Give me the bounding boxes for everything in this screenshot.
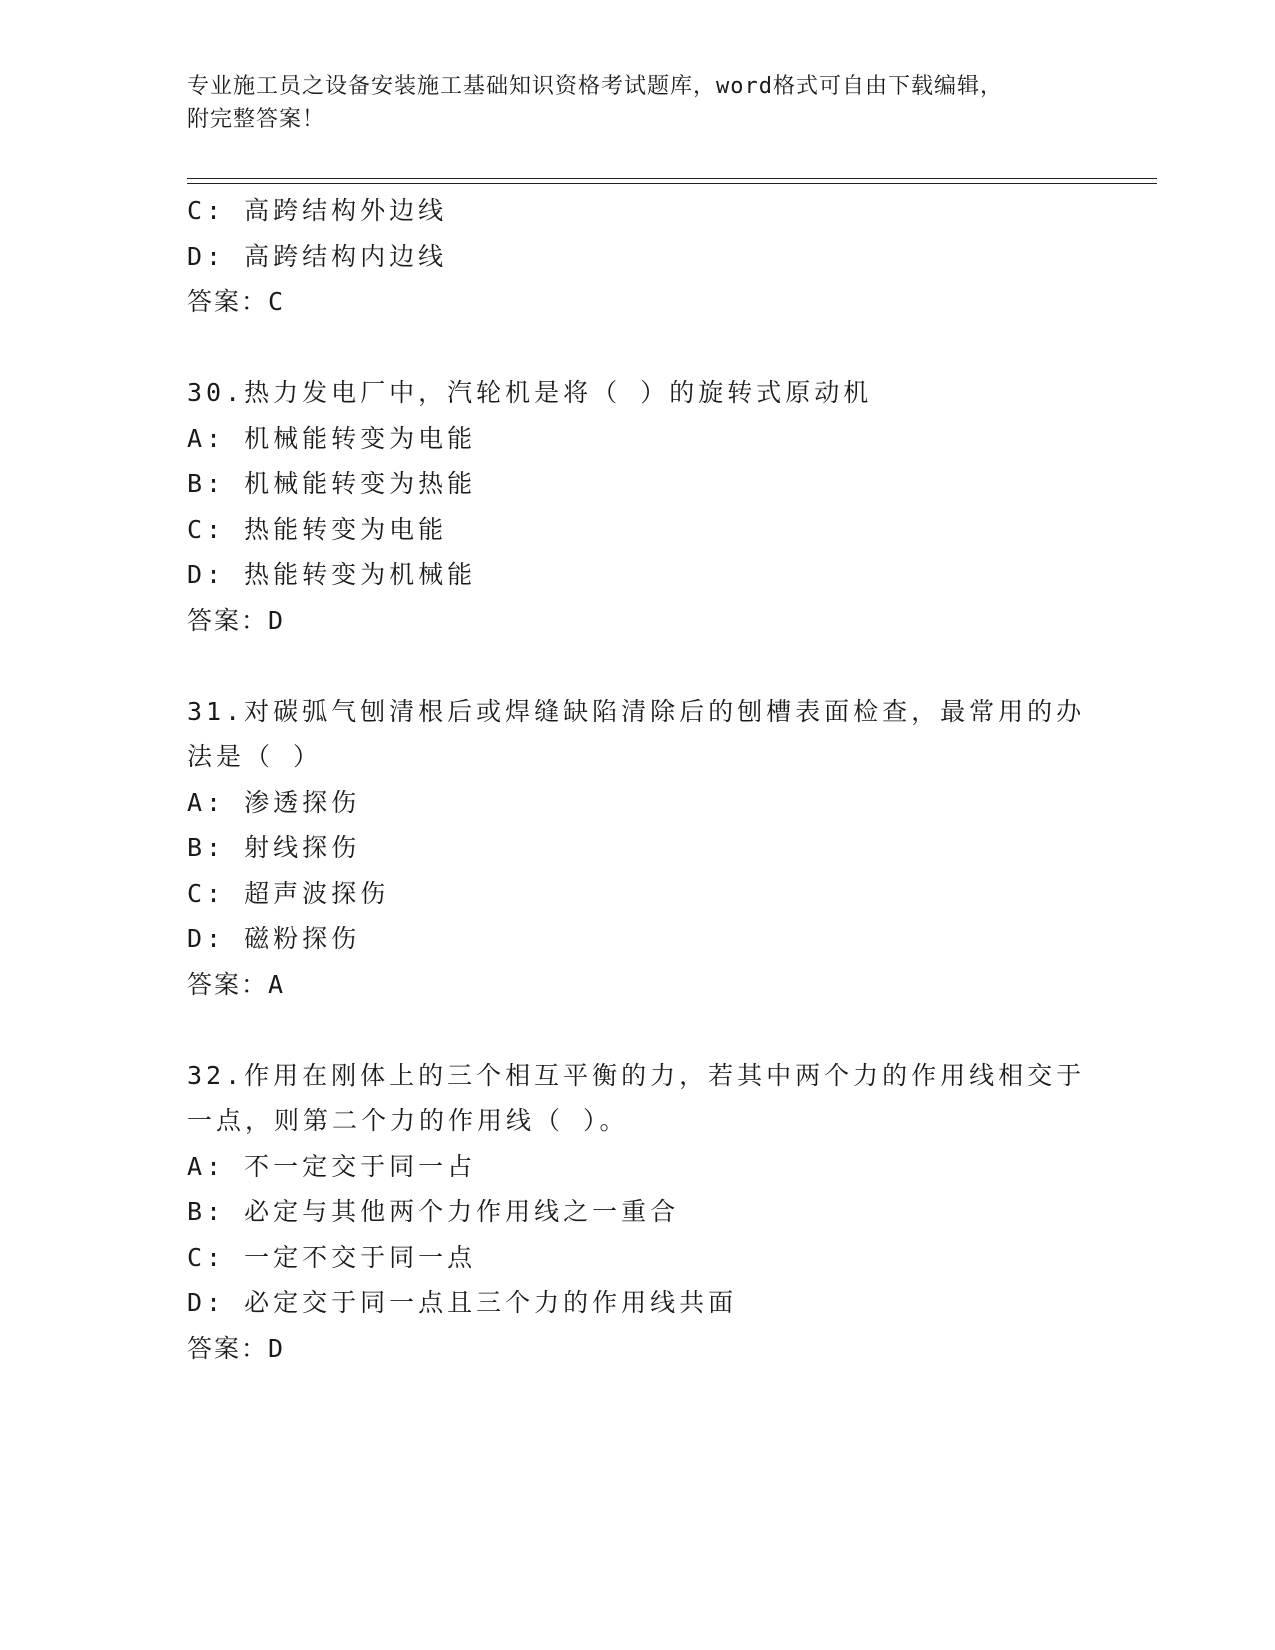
answer-line: 答案：D — [187, 605, 286, 635]
header-divider — [187, 178, 1157, 184]
option-a: A: 不一定交于同一占 — [187, 1151, 477, 1181]
answer-line: 答案：C — [187, 287, 286, 316]
option-c: C: 高跨结构外边线 — [187, 196, 448, 225]
question-content — [187, 188, 1086, 1371]
answer-line: 答案：A — [187, 969, 286, 999]
header-line-1: 专业施工员之设备安装施工基础知识资格考试题库，word格式可自由下载编辑， — [187, 74, 1003, 99]
question-31-text: 31.对碳弧气刨清根后或焊缝缺陷清除后的刨槽表面检查，最常用的办 — [187, 696, 1086, 726]
header-line-2: 附完整答案！ — [187, 107, 326, 132]
question-32-text-cont: 一点，则第二个力的作用线（ ）。 — [187, 1106, 629, 1135]
option-b: B: 机械能转变为热能 — [187, 469, 477, 498]
answer-line: 答案：D — [187, 1333, 286, 1363]
question-32-text: 32.作用在刚体上的三个相互平衡的力，若其中两个力的作用线相交于 — [187, 1060, 1086, 1090]
spacer — [187, 325, 1067, 371]
option-a: A: 机械能转变为电能 — [187, 423, 477, 453]
option-c: C: 超声波探伤 — [187, 878, 390, 908]
option-a: A: 渗透探伤 — [187, 787, 361, 817]
question-30-text: 30.热力发电厂中，汽轮机是将（ ）的旋转式原动机 — [187, 378, 873, 407]
option-d: D: 热能转变为机械能 — [187, 560, 477, 589]
question-31-text-cont: 法是（ ） — [187, 742, 323, 771]
option-b: B: 射线探伤 — [187, 833, 361, 862]
option-d: D: 磁粉探伤 — [187, 924, 361, 953]
spacer — [187, 643, 1067, 689]
option-c: C: 热能转变为电能 — [187, 514, 448, 544]
option-c: C: 一定不交于同一点 — [187, 1242, 477, 1272]
spacer — [187, 1007, 1067, 1053]
option-b: B: 必定与其他两个力作用线之一重合 — [187, 1197, 680, 1226]
option-d: D: 高跨结构内边线 — [187, 241, 448, 271]
option-d: D: 必定交于同一点且三个力的作用线共面 — [187, 1288, 738, 1317]
document-header — [187, 70, 1067, 136]
